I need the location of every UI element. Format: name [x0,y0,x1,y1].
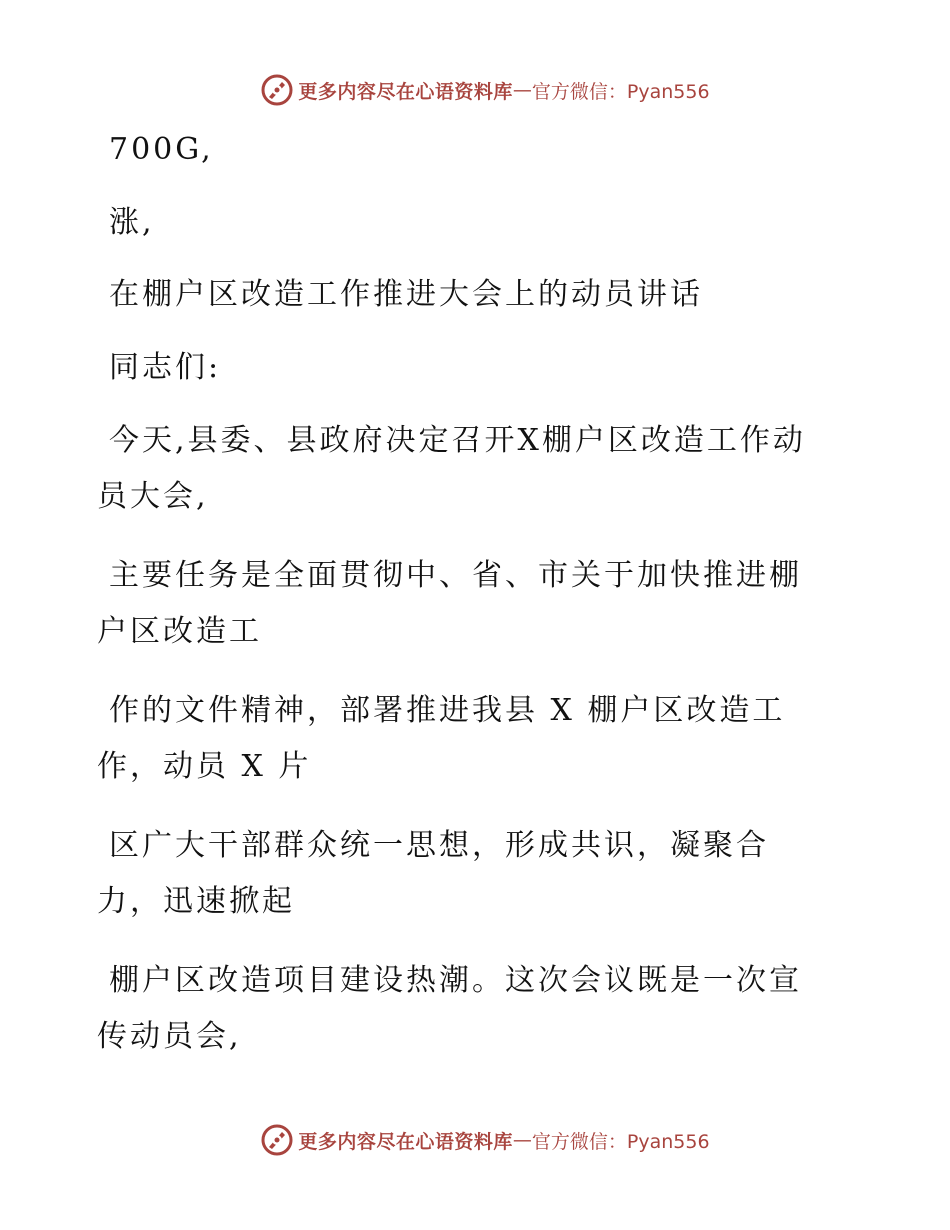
text-line: 区广大干部群众统一思想，形成共识，凝聚合 [109,828,769,863]
paragraph-7 [97,953,857,1065]
paragraph-4 [97,548,857,660]
quill-pen-logo-icon [260,1123,294,1157]
text-line: 涨, [109,205,155,240]
text-line: 棚户区改造项目建设热潮。这次会议既是一次宣 [109,963,802,998]
text-line: 700G, [109,132,214,167]
text-line: 作的文件精神，部署推进我县 X 棚户区改造工 [109,693,786,728]
text-line: 力，迅速掀起 [97,884,295,919]
footer-banner [0,1120,950,1160]
text-line: 户区改造工 [97,614,262,649]
paragraph-3 [97,413,857,525]
paragraph-5 [97,683,857,795]
text-line: 作，动员 X 片 [97,749,312,784]
paragraph-1 [97,122,857,178]
text-line: 主要任务是全面贯彻中、省、市关于加快推进棚 [109,558,802,593]
text-line: 在棚户区改造工作推进大会上的动员讲话 [109,277,703,312]
header-banner-content [260,73,709,107]
footer-banner-title: 更多内容尽在心语资料库 [298,1130,513,1153]
quill-pen-logo-icon [260,73,294,107]
header-banner-subtitle: 官方微信：Pyan556 [531,80,710,103]
footer-banner-subtitle: 官方微信：Pyan556 [531,1130,710,1153]
footer-banner-dash: — [512,1129,532,1151]
paragraph-6 [97,818,857,930]
document-title [97,267,857,323]
text-line: 同志们: [109,350,222,385]
paragraph-2 [97,195,857,251]
header-banner-title: 更多内容尽在心语资料库 [298,80,513,103]
salutation [97,340,857,396]
text-line: 今天,县委、县政府决定召开X棚户区改造工作动 [109,423,806,458]
text-line: 传动员会, [97,1019,242,1054]
header-banner-dash: — [512,79,532,101]
footer-banner-content [260,1123,709,1157]
text-line: 员大会, [97,479,209,514]
header-banner [0,70,950,110]
